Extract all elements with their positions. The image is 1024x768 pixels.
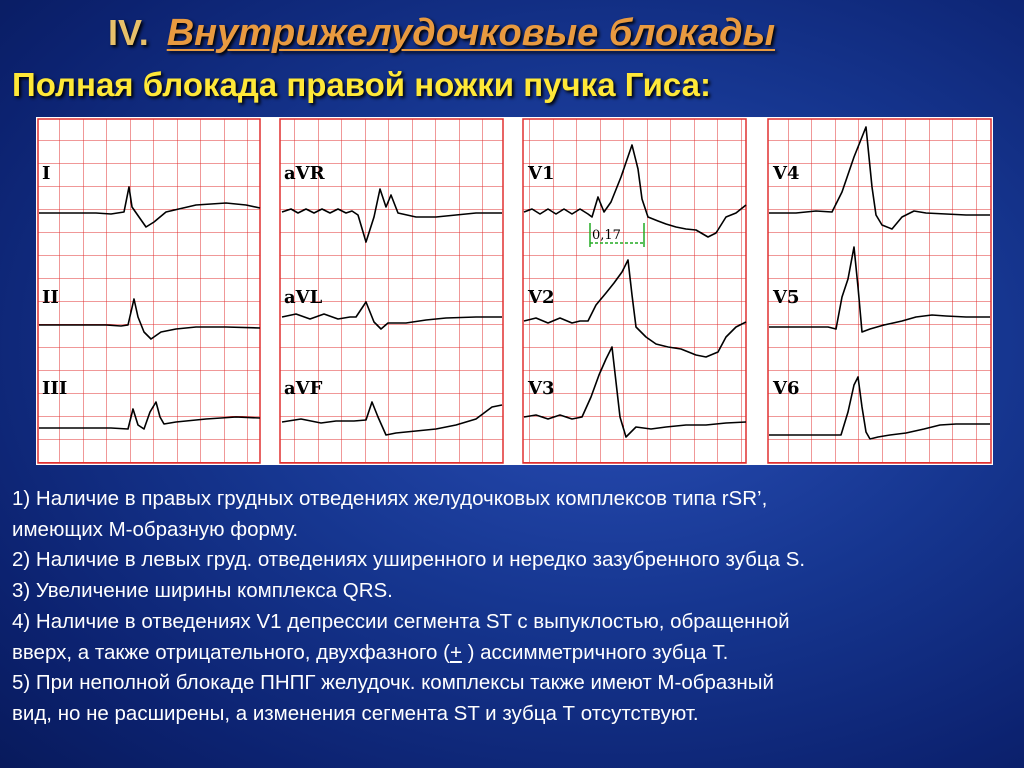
criteria-text: ) ассимметричного зубца Т.	[461, 640, 729, 664]
lead-label-V3: V3	[528, 378, 555, 399]
criteria-line: 2) Наличие в левых груд. отведениях уширенного и нередко зазубренного зубца S.	[12, 548, 806, 572]
slide-subtitle: Полная блокада правой ножки пучка Гиса:	[12, 66, 711, 103]
criteria-line: имеющих М-образную форму.	[12, 517, 299, 541]
lead-label-aVR: aVR	[284, 163, 325, 184]
criteria-line: 3) Увеличение ширины комплекса QRS.	[12, 579, 393, 603]
lead-label-V2: V2	[528, 287, 555, 308]
lead-label-III: III	[42, 378, 68, 399]
ecg-panel-chest-2	[768, 119, 991, 463]
lead-label-V1: V1	[528, 163, 555, 184]
lead-label-V4: V4	[773, 163, 800, 184]
lead-label-V5: V5	[773, 287, 800, 308]
plus-minus-symbol: +	[449, 640, 462, 664]
criteria-line: 4) Наличие в отведениях V1 депрессии сегмента ST с выпуклостью, обращенной	[12, 609, 790, 633]
lead-label-aVL: aVL	[284, 287, 323, 308]
section-number: IV.	[108, 12, 149, 53]
lead-label-II: II	[42, 287, 59, 308]
ecg-panel-chest-1	[523, 119, 746, 463]
criteria-line: 5) При неполной блокаде ПНПГ желудочк. комплексы также имеют М-образный	[12, 671, 774, 695]
slide-title: Внутрижелудочковые блокады	[166, 12, 776, 54]
ecg-strips	[36, 117, 993, 465]
ecg-panel-limb-1	[38, 119, 260, 463]
criteria-text: вверх, а также отрицательного, двухфазного (	[12, 640, 450, 664]
criteria-line: 1) Наличие в правых грудных отведениях желудочковых комплексов типа rSR’,	[12, 487, 768, 510]
lead-label-aVF: aVF	[284, 378, 323, 399]
criteria-line	[12, 638, 1012, 669]
lead-label-V6: V6	[773, 378, 800, 399]
ecg-figure	[36, 117, 993, 465]
criteria-list	[12, 484, 1012, 730]
criteria-line: вид, но не расширены, а изменения сегмента ST и зубца Т отсутствуют.	[12, 701, 699, 725]
title-row	[108, 12, 775, 60]
lead-label-I: I	[42, 163, 51, 184]
qrs-width-value: 0,17	[592, 228, 621, 243]
